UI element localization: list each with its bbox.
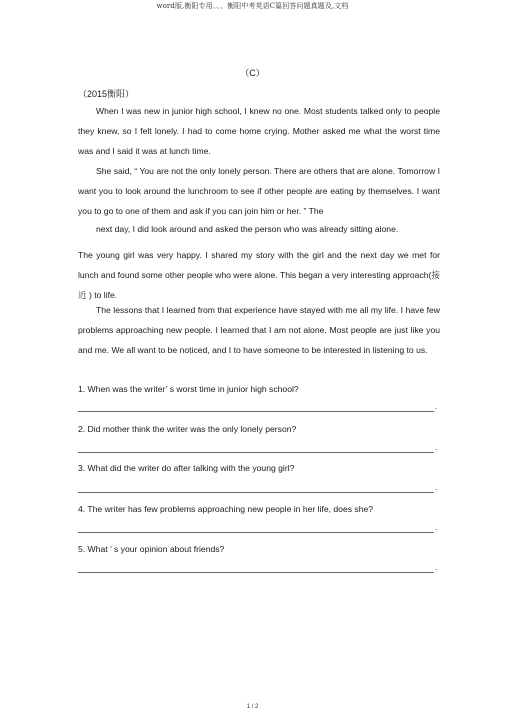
answer-line-4[interactable] [78, 532, 434, 533]
page-header: word版,衡阳专用、、、衡阳中考英语C篇回答问题真题及,文档 [156, 2, 349, 10]
answer-line-2[interactable] [78, 452, 434, 453]
passage-paragraph-3: The young girl was very happy. I shared my story with the girl and the next day we met for lunch and found some other people who were alone. This began a very interesting approach(接近 ) to life. [78, 250, 440, 300]
answer-line-5[interactable] [78, 572, 434, 573]
question-1: 1. When was the writer’ s worst time in junior high school? [78, 384, 299, 394]
question-2: 2. Did mother think the writer was the only lonely person? [78, 424, 297, 434]
passage-paragraph-2: She said, “ You are not the only lonely person. There are others that are alone. Tomorrow I want you to look around the lunchroom to see if other people are eating by themselves. I want you to go to one of them and ask if you can join him or her. ” The [78, 166, 440, 216]
answer-period-2: . [435, 443, 438, 452]
question-4: 4. The writer has few problems approaching new people in her life, does she? [78, 504, 374, 514]
answer-line-3[interactable] [78, 492, 434, 493]
answer-period-1: . [435, 402, 438, 411]
answer-line-1[interactable] [78, 411, 434, 412]
answer-period-4: . [435, 523, 438, 532]
passage-paragraph-2-continued: next day, I did look around and asked the person who was already sitting alone. [96, 224, 399, 234]
question-5: 5. What ’ s your opinion about friends? [78, 544, 225, 554]
passage-paragraph-1: When I was new in junior high school, I knew no one. Most students talked only to people they knew, so I felt lonely. I had to come home crying. Mother asked me what the worst time was and I said it was at lunch time. [78, 106, 440, 156]
section-label: （C） [240, 68, 265, 78]
answer-period-3: . [435, 483, 438, 492]
passage-paragraph-4: The lessons that I learned from that experience have stayed with me all my life. I have few problems approaching new people. I learned that I am not alone. Most people are just like you and me. We all want to be noticed, and I to have someone to be interested in listening to us. [78, 305, 440, 355]
page-number: 1 / 2 [246, 704, 259, 710]
question-3: 3. What did the writer do after talking with the young girl? [78, 463, 295, 473]
source-label: （2015衡阳） [78, 89, 135, 99]
answer-period-5: . [435, 563, 438, 572]
